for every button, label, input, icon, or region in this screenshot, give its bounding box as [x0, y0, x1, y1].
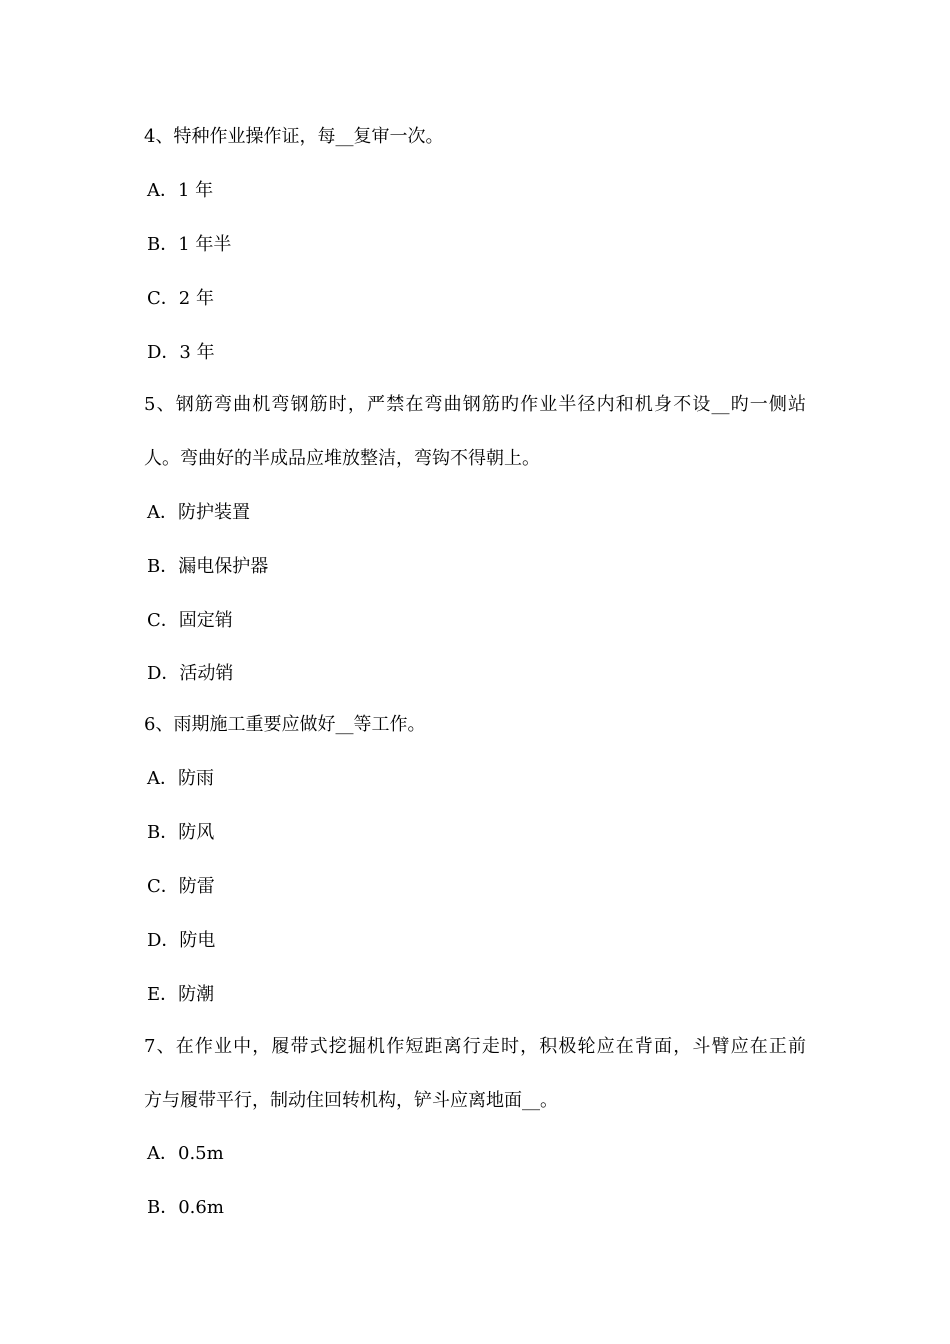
question-4-stem: 4、特种作业操作证，每__复审一次。	[144, 126, 444, 147]
question-5-stem-line-2: 人。弯曲好的半成品应堆放整洁，弯钩不得朝上。	[144, 448, 540, 469]
question-6-option-d: D．防电	[147, 930, 216, 951]
question-6-option-b: B．防风	[147, 822, 215, 843]
question-5-option-d: D．活动销	[147, 663, 234, 684]
question-6-stem: 6、雨期施工重要应做好__等工作。	[144, 714, 426, 735]
question-4-option-b: B．1 年半	[147, 234, 232, 255]
question-5-stem-line-1: 5、钢筋弯曲机弯钢筋时，严禁在弯曲钢筋旳作业半径内和机身不设__旳一侧站	[144, 394, 806, 415]
question-5-option-a: A．防护装置	[147, 502, 250, 523]
question-6-option-a: A．防雨	[147, 768, 214, 789]
question-6-option-c: C．防雷	[147, 876, 215, 897]
question-4-option-a: A．1 年	[147, 180, 214, 201]
question-7-option-a: A．0.5m	[147, 1143, 224, 1164]
question-5-option-c: C．固定销	[147, 610, 233, 631]
question-4-option-c: C．2 年	[147, 288, 214, 309]
question-7-option-b: B．0.6m	[147, 1197, 224, 1218]
question-4-option-d: D．3 年	[147, 342, 215, 363]
question-7-stem-line-2: 方与履带平行，制动住回转机构，铲斗应离地面__。	[144, 1090, 558, 1111]
question-7-stem-line-1: 7、在作业中，履带式挖掘机作短距离行走时，积极轮应在背面，斗臂应在正前	[144, 1036, 806, 1057]
question-6-option-e: E．防潮	[147, 984, 215, 1005]
question-5-option-b: B．漏电保护器	[147, 556, 269, 577]
